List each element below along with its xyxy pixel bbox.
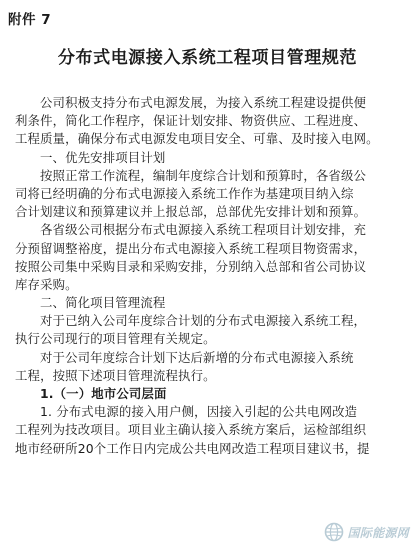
- section1-para1-line-2: 司将已经明确的分布式电源接入系统工作作为基建项目纳入综: [15, 185, 354, 201]
- subsection1-para-line-3: 地市经研所20个工作日内完成公共电网改造工程项目建议书，提: [15, 440, 370, 456]
- section1-para2-line-4: 库存采购。: [15, 276, 78, 292]
- document-body: [15, 94, 407, 458]
- document-title: 分布式电源接入系统工程项目管理规范: [57, 48, 358, 68]
- section1-para2-line-1: 各省级公司根据分布式电源接入系统工程项目计划安排，充: [40, 222, 367, 238]
- section1-para2-line-3: 按照公司集中采购目录和采购安排，分别纳入总部和省公司协议: [15, 258, 367, 274]
- subsection1-heading: 1.（一）地市公司层面: [40, 386, 167, 401]
- section1-para2-line-2: 分预留调整裕度，提出分布式电源接入系统工程项目物资需求，: [15, 240, 367, 256]
- intro-line-1: 公司积极支持分布式电源发展，为接入系统工程建设提供便: [40, 95, 367, 110]
- section1-para1-line-1: 按照正常工作流程，编制年度综合计划和预算时，各省级公: [40, 167, 367, 183]
- section2-para1-line-2: 执行公司现行的项目管理有关规定。: [15, 331, 216, 347]
- section2-para2-line-1: 对于公司年度综合计划下达后新增的分布式电源接入系统: [40, 349, 354, 365]
- watermark: [324, 522, 409, 542]
- section1-heading: 一、优先安排项目计划: [40, 149, 166, 165]
- subsection1-para-line-1: 1. 分布式电源的接入用户侧，因接入引起的公共电网改造: [40, 404, 358, 420]
- subsection1-para-line-2: 工程列为技改项目。项目业主确认接入系统方案后，运检部组织: [15, 422, 367, 438]
- section1-para1-line-3: 合计划建议和预算建议并上报总部，总部优先安排计划和预算。: [15, 204, 367, 220]
- watermark-text: 国际能源网: [347, 525, 409, 540]
- intro-line-3: 工程质量，确保分布式电源发电项目安全、可靠、及时接入电网。: [15, 131, 379, 147]
- attachment-label: 附件 7: [8, 12, 52, 28]
- intro-line-2: 利条件，简化工作程序，保证计划安排、物资供应、工程进度、: [15, 113, 367, 129]
- section2-para1-line-1: 对于已纳入公司年度综合计划的分布式电源接入系统工程，: [40, 313, 367, 329]
- globe-logo-icon: [324, 522, 344, 542]
- section2-heading: 二、简化项目管理流程: [40, 295, 166, 311]
- section2-para2-line-2: 工程，按照下述项目管理流程执行。: [15, 367, 216, 383]
